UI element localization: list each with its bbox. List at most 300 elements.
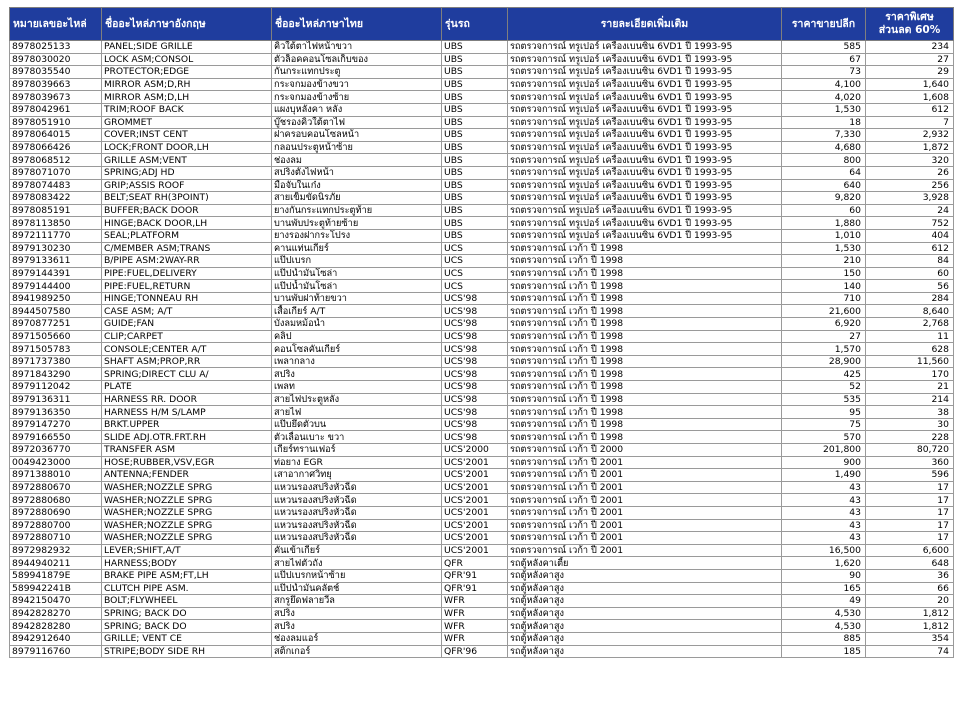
cell-retail-price[interactable]: 73 <box>782 66 866 79</box>
cell-english-name[interactable]: SLIDE ADJ.OTR.FRT.RH <box>102 431 272 444</box>
cell-retail-price[interactable]: 640 <box>782 179 866 192</box>
cell-retail-price[interactable]: 710 <box>782 292 866 305</box>
cell-special-price[interactable]: 80,720 <box>866 444 954 457</box>
cell-thai-name[interactable]: คลิป <box>272 330 442 343</box>
cell-special-price[interactable]: 1,812 <box>866 607 954 620</box>
cell-special-price[interactable]: 11,560 <box>866 355 954 368</box>
cell-retail-price[interactable]: 4,530 <box>782 620 866 633</box>
cell-details[interactable]: รถตรวจการณ์ เวก้า ปี 1998 <box>508 418 782 431</box>
cell-english-name[interactable]: PLATE <box>102 381 272 394</box>
cell-model[interactable]: UCS'98 <box>442 305 508 318</box>
cell-details[interactable]: รถตรวจการณ์ เวก้า ปี 1998 <box>508 406 782 419</box>
cell-thai-name[interactable]: สปริง <box>272 607 442 620</box>
cell-special-price[interactable]: 7 <box>866 116 954 129</box>
cell-retail-price[interactable]: 28,900 <box>782 355 866 368</box>
cell-part-number[interactable]: 8978035540 <box>10 66 102 79</box>
cell-english-name[interactable]: PROTECTOR;EDGE <box>102 66 272 79</box>
cell-details[interactable]: รถตู้หลังคาสูง <box>508 607 782 620</box>
cell-thai-name[interactable]: เพลากลาง <box>272 355 442 368</box>
cell-model[interactable]: UCS'2001 <box>442 532 508 545</box>
cell-english-name[interactable]: LEVER;SHIFT,A/T <box>102 544 272 557</box>
cell-model[interactable]: UBS <box>442 41 508 54</box>
cell-thai-name[interactable]: ท่อยาง EGR <box>272 456 442 469</box>
cell-part-number[interactable]: 8971737380 <box>10 355 102 368</box>
cell-details[interactable]: รถตรวจการณ์ ทรูเปอร์ เครื่องเบนซิน 6VD1 ปี 1993-95 <box>508 103 782 116</box>
cell-part-number[interactable]: 8978074483 <box>10 179 102 192</box>
cell-part-number[interactable]: 8978085191 <box>10 204 102 217</box>
cell-thai-name[interactable]: แป๊บยึดตัวบน <box>272 418 442 431</box>
cell-english-name[interactable]: CONSOLE;CENTER A/T <box>102 343 272 356</box>
cell-special-price[interactable]: 360 <box>866 456 954 469</box>
cell-english-name[interactable]: PIPE:FUEL,RETURN <box>102 280 272 293</box>
cell-model[interactable]: UBS <box>442 91 508 104</box>
cell-special-price[interactable]: 84 <box>866 255 954 268</box>
cell-english-name[interactable]: BELT;SEAT RH(3POINT) <box>102 192 272 205</box>
cell-model[interactable]: UCS'2001 <box>442 456 508 469</box>
cell-model[interactable]: UBS <box>442 129 508 142</box>
cell-details[interactable]: รถตรวจการณ์ เวก้า ปี 1998 <box>508 343 782 356</box>
cell-retail-price[interactable]: 1,530 <box>782 103 866 116</box>
cell-details[interactable]: รถตรวจการณ์ เวก้า ปี 2001 <box>508 469 782 482</box>
cell-special-price[interactable]: 38 <box>866 406 954 419</box>
cell-thai-name[interactable]: กลอนประตูหน้าซ้าย <box>272 141 442 154</box>
cell-details[interactable]: รถตรวจการณ์ เวก้า ปี 1998 <box>508 267 782 280</box>
cell-part-number[interactable]: 8942912640 <box>10 632 102 645</box>
cell-retail-price[interactable]: 43 <box>782 506 866 519</box>
cell-model[interactable]: WFR <box>442 632 508 645</box>
cell-part-number[interactable]: 589941879E <box>10 569 102 582</box>
cell-retail-price[interactable]: 1,620 <box>782 557 866 570</box>
cell-retail-price[interactable]: 1,880 <box>782 217 866 230</box>
cell-english-name[interactable]: SPRING;DIRECT CLU A/ <box>102 368 272 381</box>
cell-model[interactable]: UCS'2001 <box>442 544 508 557</box>
cell-details[interactable]: รถตรวจการณ์ เวก้า ปี 2001 <box>508 481 782 494</box>
cell-english-name[interactable]: HINGE;BACK DOOR,LH <box>102 217 272 230</box>
cell-english-name[interactable]: WASHER;NOZZLE SPRG <box>102 519 272 532</box>
cell-special-price[interactable]: 17 <box>866 506 954 519</box>
cell-details[interactable]: รถตรวจการณ์ เวก้า ปี 2000 <box>508 444 782 457</box>
cell-thai-name[interactable]: บังลมหม้อน้ำ <box>272 318 442 331</box>
cell-thai-name[interactable]: เกียร์ทรานเฟอร์ <box>272 444 442 457</box>
cell-thai-name[interactable]: บานพับประตูท้ายซ้าย <box>272 217 442 230</box>
cell-retail-price[interactable]: 210 <box>782 255 866 268</box>
cell-part-number[interactable]: 8979133611 <box>10 255 102 268</box>
cell-english-name[interactable]: BRKT.UPPER <box>102 418 272 431</box>
cell-model[interactable]: UCS'98 <box>442 381 508 394</box>
cell-english-name[interactable]: SEAL;PLATFORM <box>102 229 272 242</box>
cell-english-name[interactable]: GRILLE; VENT CE <box>102 632 272 645</box>
cell-special-price[interactable]: 17 <box>866 481 954 494</box>
cell-thai-name[interactable]: แหวนรองสปริงหัวฉีด <box>272 519 442 532</box>
cell-model[interactable]: UCS'98 <box>442 406 508 419</box>
cell-special-price[interactable]: 2,768 <box>866 318 954 331</box>
cell-english-name[interactable]: PIPE:FUEL,DELIVERY <box>102 267 272 280</box>
cell-thai-name[interactable]: คิ้วใต้ตาไฟหน้าขวา <box>272 41 442 54</box>
cell-model[interactable]: UBS <box>442 103 508 116</box>
cell-retail-price[interactable]: 6,920 <box>782 318 866 331</box>
cell-special-price[interactable]: 30 <box>866 418 954 431</box>
cell-thai-name[interactable]: แป๊ปน้ำมันโซล่า <box>272 280 442 293</box>
cell-details[interactable]: รถตรวจการณ์ ทรูเปอร์ เครื่องเบนซิน 6VD1 ปี 1993-95 <box>508 91 782 104</box>
cell-part-number[interactable]: 8978066426 <box>10 141 102 154</box>
cell-part-number[interactable]: 8970877251 <box>10 318 102 331</box>
cell-special-price[interactable]: 320 <box>866 154 954 167</box>
cell-part-number[interactable]: 8978042961 <box>10 103 102 116</box>
cell-part-number[interactable]: 8979166550 <box>10 431 102 444</box>
cell-english-name[interactable]: GROMMET <box>102 116 272 129</box>
cell-english-name[interactable]: PANEL;SIDE GRILLE <box>102 41 272 54</box>
cell-part-number[interactable]: 8971843290 <box>10 368 102 381</box>
cell-special-price[interactable]: 1,640 <box>866 78 954 91</box>
cell-thai-name[interactable]: แหวนรองสปริงหัวฉีด <box>272 494 442 507</box>
cell-english-name[interactable]: SPRING; BACK DO <box>102 607 272 620</box>
cell-details[interactable]: รถตรวจการณ์ ทรูเปอร์ เครื่องเบนซิน 6VD1 ปี 1993-95 <box>508 179 782 192</box>
cell-thai-name[interactable]: ช่องลม <box>272 154 442 167</box>
cell-part-number[interactable]: 8972036770 <box>10 444 102 457</box>
cell-english-name[interactable]: CLIP;CARPET <box>102 330 272 343</box>
cell-model[interactable]: UBS <box>442 66 508 79</box>
cell-special-price[interactable]: 1,608 <box>866 91 954 104</box>
cell-special-price[interactable]: 228 <box>866 431 954 444</box>
cell-part-number[interactable]: 8979112042 <box>10 381 102 394</box>
cell-retail-price[interactable]: 18 <box>782 116 866 129</box>
cell-thai-name[interactable]: ตัวเลื่อนเบาะ ขวา <box>272 431 442 444</box>
cell-thai-name[interactable]: สายไฟตัวถัง <box>272 557 442 570</box>
cell-part-number[interactable]: 8972880670 <box>10 481 102 494</box>
cell-retail-price[interactable]: 1,530 <box>782 242 866 255</box>
cell-english-name[interactable]: ANTENNA;FENDER <box>102 469 272 482</box>
cell-thai-name[interactable]: แหวนรองสปริงหัวฉีด <box>272 532 442 545</box>
cell-special-price[interactable]: 752 <box>866 217 954 230</box>
cell-thai-name[interactable]: คอนโซลคันเกียร์ <box>272 343 442 356</box>
column-header-special-price[interactable]: ราคาพิเศษ ส่วนลด 60% <box>866 8 954 41</box>
cell-special-price[interactable]: 6,600 <box>866 544 954 557</box>
cell-special-price[interactable]: 29 <box>866 66 954 79</box>
cell-model[interactable]: UCS'2001 <box>442 469 508 482</box>
cell-special-price[interactable]: 17 <box>866 494 954 507</box>
column-header-retail-price[interactable]: ราคาขายปลีก <box>782 8 866 41</box>
cell-retail-price[interactable]: 585 <box>782 41 866 54</box>
cell-retail-price[interactable]: 52 <box>782 381 866 394</box>
cell-thai-name[interactable]: สายไฟประตูหลัง <box>272 393 442 406</box>
cell-english-name[interactable]: HARNESS;BODY <box>102 557 272 570</box>
cell-special-price[interactable]: 612 <box>866 103 954 116</box>
cell-retail-price[interactable]: 64 <box>782 166 866 179</box>
cell-thai-name[interactable]: สายไฟ <box>272 406 442 419</box>
cell-part-number[interactable]: 8979116760 <box>10 645 102 658</box>
cell-retail-price[interactable]: 43 <box>782 532 866 545</box>
cell-english-name[interactable]: WASHER;NOZZLE SPRG <box>102 506 272 519</box>
cell-model[interactable]: UBS <box>442 204 508 217</box>
cell-model[interactable]: WFR <box>442 620 508 633</box>
cell-thai-name[interactable]: เพลท <box>272 381 442 394</box>
cell-thai-name[interactable]: แป๊ปเบรก <box>272 255 442 268</box>
cell-retail-price[interactable]: 150 <box>782 267 866 280</box>
cell-retail-price[interactable]: 535 <box>782 393 866 406</box>
cell-model[interactable]: UBS <box>442 217 508 230</box>
cell-part-number[interactable]: 8978083422 <box>10 192 102 205</box>
cell-part-number[interactable]: 8942150470 <box>10 595 102 608</box>
cell-part-number[interactable]: 8971505783 <box>10 343 102 356</box>
cell-model[interactable]: UCS'2001 <box>442 506 508 519</box>
cell-part-number[interactable]: 8978064015 <box>10 129 102 142</box>
cell-model[interactable]: UBS <box>442 154 508 167</box>
cell-thai-name[interactable]: คันเข้าเกียร์ <box>272 544 442 557</box>
cell-details[interactable]: รถตรวจการณ์ ทรูเปอร์ เครื่องเบนซิน 6VD1 ปี 1993-95 <box>508 141 782 154</box>
cell-details[interactable]: รถตรวจการณ์ เวก้า ปี 1998 <box>508 431 782 444</box>
cell-details[interactable]: รถตรวจการณ์ เวก้า ปี 2001 <box>508 494 782 507</box>
cell-details[interactable]: รถตรวจการณ์ เวก้า ปี 1998 <box>508 393 782 406</box>
cell-english-name[interactable]: HARNESS H/M S/LAMP <box>102 406 272 419</box>
cell-special-price[interactable]: 170 <box>866 368 954 381</box>
cell-model[interactable]: UCS'98 <box>442 368 508 381</box>
cell-special-price[interactable]: 648 <box>866 557 954 570</box>
cell-model[interactable]: UCS'2001 <box>442 519 508 532</box>
cell-english-name[interactable]: HINGE;TONNEAU RH <box>102 292 272 305</box>
cell-details[interactable]: รถตรวจการณ์ ทรูเปอร์ เครื่องเบนซิน 6VD1 ปี 1993-95 <box>508 217 782 230</box>
cell-details[interactable]: รถตรวจการณ์ เวก้า ปี 1998 <box>508 355 782 368</box>
cell-thai-name[interactable]: เสื้อเกียร์ A/T <box>272 305 442 318</box>
cell-details[interactable]: รถตรวจการณ์ เวก้า ปี 2001 <box>508 506 782 519</box>
cell-details[interactable]: รถตรวจการณ์ ทรูเปอร์ เครื่องเบนซิน 6VD1 ปี 1993-95 <box>508 229 782 242</box>
cell-thai-name[interactable]: แหวนรองสปริงหัวฉีด <box>272 481 442 494</box>
cell-special-price[interactable]: 214 <box>866 393 954 406</box>
cell-english-name[interactable]: CLUTCH PIPE ASM. <box>102 582 272 595</box>
cell-english-name[interactable]: BRAKE PIPE ASM;FT,LH <box>102 569 272 582</box>
cell-model[interactable]: UBS <box>442 78 508 91</box>
cell-details[interactable]: รถตรวจการณ์ เวก้า ปี 1998 <box>508 330 782 343</box>
cell-thai-name[interactable]: แป๊ปน้ำมันคลัตช์ <box>272 582 442 595</box>
cell-retail-price[interactable]: 95 <box>782 406 866 419</box>
cell-retail-price[interactable]: 4,020 <box>782 91 866 104</box>
cell-part-number[interactable]: 8941989250 <box>10 292 102 305</box>
cell-special-price[interactable]: 17 <box>866 519 954 532</box>
cell-special-price[interactable]: 26 <box>866 166 954 179</box>
cell-model[interactable]: UCS'98 <box>442 393 508 406</box>
cell-retail-price[interactable]: 201,800 <box>782 444 866 457</box>
cell-model[interactable]: UCS'98 <box>442 355 508 368</box>
cell-part-number[interactable]: 8978039663 <box>10 78 102 91</box>
cell-details[interactable]: รถตรวจการณ์ ทรูเปอร์ เครื่องเบนซิน 6VD1 ปี 1993-95 <box>508 204 782 217</box>
cell-model[interactable]: QFR'96 <box>442 645 508 658</box>
cell-english-name[interactable]: WASHER;NOZZLE SPRG <box>102 481 272 494</box>
cell-retail-price[interactable]: 1,010 <box>782 229 866 242</box>
cell-part-number[interactable]: 8979144400 <box>10 280 102 293</box>
cell-retail-price[interactable]: 1,570 <box>782 343 866 356</box>
cell-details[interactable]: รถตรวจการณ์ ทรูเปอร์ เครื่องเบนซิน 6VD1 ปี 1993-95 <box>508 41 782 54</box>
cell-english-name[interactable]: HARNESS RR. DOOR <box>102 393 272 406</box>
cell-details[interactable]: รถตรวจการณ์ เวก้า ปี 2001 <box>508 532 782 545</box>
cell-model[interactable]: WFR <box>442 607 508 620</box>
cell-special-price[interactable]: 612 <box>866 242 954 255</box>
cell-model[interactable]: UBS <box>442 116 508 129</box>
cell-thai-name[interactable]: สายเข็มขัดนิรภัย <box>272 192 442 205</box>
cell-part-number[interactable]: 8972880690 <box>10 506 102 519</box>
cell-english-name[interactable]: SPRING; BACK DO <box>102 620 272 633</box>
cell-details[interactable]: รถตรวจการณ์ เวก้า ปี 1998 <box>508 368 782 381</box>
cell-part-number[interactable]: 8942828280 <box>10 620 102 633</box>
cell-retail-price[interactable]: 800 <box>782 154 866 167</box>
cell-special-price[interactable]: 20 <box>866 595 954 608</box>
cell-special-price[interactable]: 1,872 <box>866 141 954 154</box>
cell-details[interactable]: รถตู้หลังคาเตี้ย <box>508 557 782 570</box>
column-header-model[interactable]: รุ่นรถ <box>442 8 508 41</box>
cell-details[interactable]: รถตรวจการณ์ ทรูเปอร์ เครื่องเบนซิน 6VD1 ปี 1993-95 <box>508 166 782 179</box>
cell-model[interactable]: UCS'98 <box>442 292 508 305</box>
cell-retail-price[interactable]: 16,500 <box>782 544 866 557</box>
cell-retail-price[interactable]: 43 <box>782 519 866 532</box>
cell-english-name[interactable]: GRILLE ASM;VENT <box>102 154 272 167</box>
cell-model[interactable]: UCS'98 <box>442 418 508 431</box>
cell-part-number[interactable]: 8979136350 <box>10 406 102 419</box>
cell-retail-price[interactable]: 67 <box>782 53 866 66</box>
cell-model[interactable]: UCS'98 <box>442 343 508 356</box>
cell-model[interactable]: UCS <box>442 267 508 280</box>
cell-details[interactable]: รถตรวจการณ์ ทรูเปอร์ เครื่องเบนซิน 6VD1 ปี 1993-95 <box>508 53 782 66</box>
cell-english-name[interactable]: BOLT;FLYWHEEL <box>102 595 272 608</box>
cell-details[interactable]: รถตู้หลังคาสูง <box>508 632 782 645</box>
cell-model[interactable]: UBS <box>442 192 508 205</box>
cell-retail-price[interactable]: 4,100 <box>782 78 866 91</box>
cell-retail-price[interactable]: 900 <box>782 456 866 469</box>
cell-part-number[interactable]: 8972111770 <box>10 229 102 242</box>
cell-retail-price[interactable]: 75 <box>782 418 866 431</box>
cell-thai-name[interactable]: คานแท่นเกียร์ <box>272 242 442 255</box>
cell-thai-name[interactable]: บู๊ชรองคิ้วใต้ตาไฟ <box>272 116 442 129</box>
cell-special-price[interactable]: 256 <box>866 179 954 192</box>
cell-thai-name[interactable]: สปริง <box>272 368 442 381</box>
cell-thai-name[interactable]: กันกระแทกประตู <box>272 66 442 79</box>
cell-part-number[interactable]: 589942241B <box>10 582 102 595</box>
cell-part-number[interactable]: 8978068512 <box>10 154 102 167</box>
cell-english-name[interactable]: WASHER;NOZZLE SPRG <box>102 494 272 507</box>
cell-thai-name[interactable]: สปริง <box>272 620 442 633</box>
cell-details[interactable]: รถตรวจการณ์ เวก้า ปี 1998 <box>508 280 782 293</box>
cell-retail-price[interactable]: 43 <box>782 494 866 507</box>
cell-thai-name[interactable]: บานพับฝาท้ายขวา <box>272 292 442 305</box>
cell-english-name[interactable]: GRIP;ASSIS ROOF <box>102 179 272 192</box>
cell-thai-name[interactable]: เสาอากาศวิทยุ <box>272 469 442 482</box>
cell-retail-price[interactable]: 27 <box>782 330 866 343</box>
cell-retail-price[interactable]: 4,680 <box>782 141 866 154</box>
cell-details[interactable]: รถตู้หลังคาสูง <box>508 595 782 608</box>
column-header-details[interactable]: รายละเอียดเพิ่มเติม <box>508 8 782 41</box>
cell-thai-name[interactable]: แป๊ปน้ำมันโซล่า <box>272 267 442 280</box>
cell-details[interactable]: รถตรวจการณ์ ทรูเปอร์ เครื่องเบนซิน 6VD1 ปี 1993-95 <box>508 129 782 142</box>
cell-model[interactable]: UCS'98 <box>442 431 508 444</box>
cell-details[interactable]: รถตรวจการณ์ ทรูเปอร์ เครื่องเบนซิน 6VD1 ปี 1993-95 <box>508 78 782 91</box>
cell-details[interactable]: รถตรวจการณ์ เวก้า ปี 2001 <box>508 544 782 557</box>
cell-retail-price[interactable]: 7,330 <box>782 129 866 142</box>
cell-model[interactable]: UCS'2000 <box>442 444 508 457</box>
cell-retail-price[interactable]: 43 <box>782 481 866 494</box>
cell-thai-name[interactable]: กระจกมองข้างขวา <box>272 78 442 91</box>
cell-part-number[interactable]: 8944507580 <box>10 305 102 318</box>
cell-model[interactable]: UCS'98 <box>442 318 508 331</box>
cell-english-name[interactable]: B/PIPE ASM:2WAY-RR <box>102 255 272 268</box>
cell-special-price[interactable]: 21 <box>866 381 954 394</box>
cell-part-number[interactable]: 8978113850 <box>10 217 102 230</box>
cell-retail-price[interactable]: 9,820 <box>782 192 866 205</box>
cell-english-name[interactable]: MIRROR ASM;D,RH <box>102 78 272 91</box>
cell-model[interactable]: UBS <box>442 229 508 242</box>
cell-thai-name[interactable]: ช่องลมแอร์ <box>272 632 442 645</box>
cell-special-price[interactable]: 628 <box>866 343 954 356</box>
cell-part-number[interactable]: 0049423000 <box>10 456 102 469</box>
cell-thai-name[interactable]: สติ๊กเกอร์ <box>272 645 442 658</box>
cell-special-price[interactable]: 234 <box>866 41 954 54</box>
cell-part-number[interactable]: 8979136311 <box>10 393 102 406</box>
cell-retail-price[interactable]: 49 <box>782 595 866 608</box>
cell-details[interactable]: รถตู้หลังคาสูง <box>508 645 782 658</box>
cell-special-price[interactable]: 27 <box>866 53 954 66</box>
cell-special-price[interactable]: 3,928 <box>866 192 954 205</box>
cell-retail-price[interactable]: 165 <box>782 582 866 595</box>
cell-special-price[interactable]: 284 <box>866 292 954 305</box>
cell-model[interactable]: WFR <box>442 595 508 608</box>
cell-retail-price[interactable]: 570 <box>782 431 866 444</box>
cell-retail-price[interactable]: 1,490 <box>782 469 866 482</box>
cell-details[interactable]: รถตู้หลังคาสูง <box>508 582 782 595</box>
cell-special-price[interactable]: 1,812 <box>866 620 954 633</box>
cell-part-number[interactable]: 8971388010 <box>10 469 102 482</box>
cell-details[interactable]: รถตรวจการณ์ เวก้า ปี 1998 <box>508 305 782 318</box>
cell-model[interactable]: UBS <box>442 53 508 66</box>
cell-english-name[interactable]: TRANSFER ASM <box>102 444 272 457</box>
cell-special-price[interactable]: 354 <box>866 632 954 645</box>
cell-thai-name[interactable]: กระจกมองข้างซ้าย <box>272 91 442 104</box>
cell-english-name[interactable]: TRIM;ROOF BACK <box>102 103 272 116</box>
column-header-thai-name[interactable]: ชื่ออะไหล่ภาษาไทย <box>272 8 442 41</box>
cell-part-number[interactable]: 8972982932 <box>10 544 102 557</box>
cell-special-price[interactable]: 11 <box>866 330 954 343</box>
cell-details[interactable]: รถตรวจการณ์ ทรูเปอร์ เครื่องเบนซิน 6VD1 ปี 1993-95 <box>508 192 782 205</box>
cell-part-number[interactable]: 8978025133 <box>10 41 102 54</box>
cell-retail-price[interactable]: 21,600 <box>782 305 866 318</box>
cell-special-price[interactable]: 596 <box>866 469 954 482</box>
cell-english-name[interactable]: BUFFER;BACK DOOR <box>102 204 272 217</box>
cell-retail-price[interactable]: 90 <box>782 569 866 582</box>
cell-special-price[interactable]: 8,640 <box>866 305 954 318</box>
cell-english-name[interactable]: WASHER;NOZZLE SPRG <box>102 532 272 545</box>
cell-thai-name[interactable]: สกรูยึดฟลายวีล <box>272 595 442 608</box>
cell-part-number[interactable]: 8978051910 <box>10 116 102 129</box>
cell-model[interactable]: UCS'98 <box>442 330 508 343</box>
cell-english-name[interactable]: CASE ASM; A/T <box>102 305 272 318</box>
cell-model[interactable]: UCS <box>442 280 508 293</box>
cell-part-number[interactable]: 8971505660 <box>10 330 102 343</box>
cell-model[interactable]: UBS <box>442 141 508 154</box>
cell-english-name[interactable]: MIRROR ASM;D,LH <box>102 91 272 104</box>
cell-english-name[interactable]: STRIPE;BODY SIDE RH <box>102 645 272 658</box>
cell-special-price[interactable]: 404 <box>866 229 954 242</box>
cell-model[interactable]: QFR'91 <box>442 582 508 595</box>
cell-part-number[interactable]: 8942828270 <box>10 607 102 620</box>
cell-part-number[interactable]: 8978071070 <box>10 166 102 179</box>
cell-details[interactable]: รถตรวจการณ์ ทรูเปอร์ เครื่องเบนซิน 6VD1 ปี 1993-95 <box>508 116 782 129</box>
cell-part-number[interactable]: 8979130230 <box>10 242 102 255</box>
cell-retail-price[interactable]: 885 <box>782 632 866 645</box>
cell-retail-price[interactable]: 140 <box>782 280 866 293</box>
cell-thai-name[interactable]: มือจับในเก๋ง <box>272 179 442 192</box>
cell-model[interactable]: UBS <box>442 166 508 179</box>
cell-details[interactable]: รถตู้หลังคาสูง <box>508 620 782 633</box>
cell-part-number[interactable]: 8979144391 <box>10 267 102 280</box>
cell-thai-name[interactable]: ตัวล็อคคอนโซลเก็บของ <box>272 53 442 66</box>
cell-special-price[interactable]: 66 <box>866 582 954 595</box>
cell-details[interactable]: รถตรวจการณ์ เวก้า ปี 2001 <box>508 456 782 469</box>
cell-special-price[interactable]: 17 <box>866 532 954 545</box>
